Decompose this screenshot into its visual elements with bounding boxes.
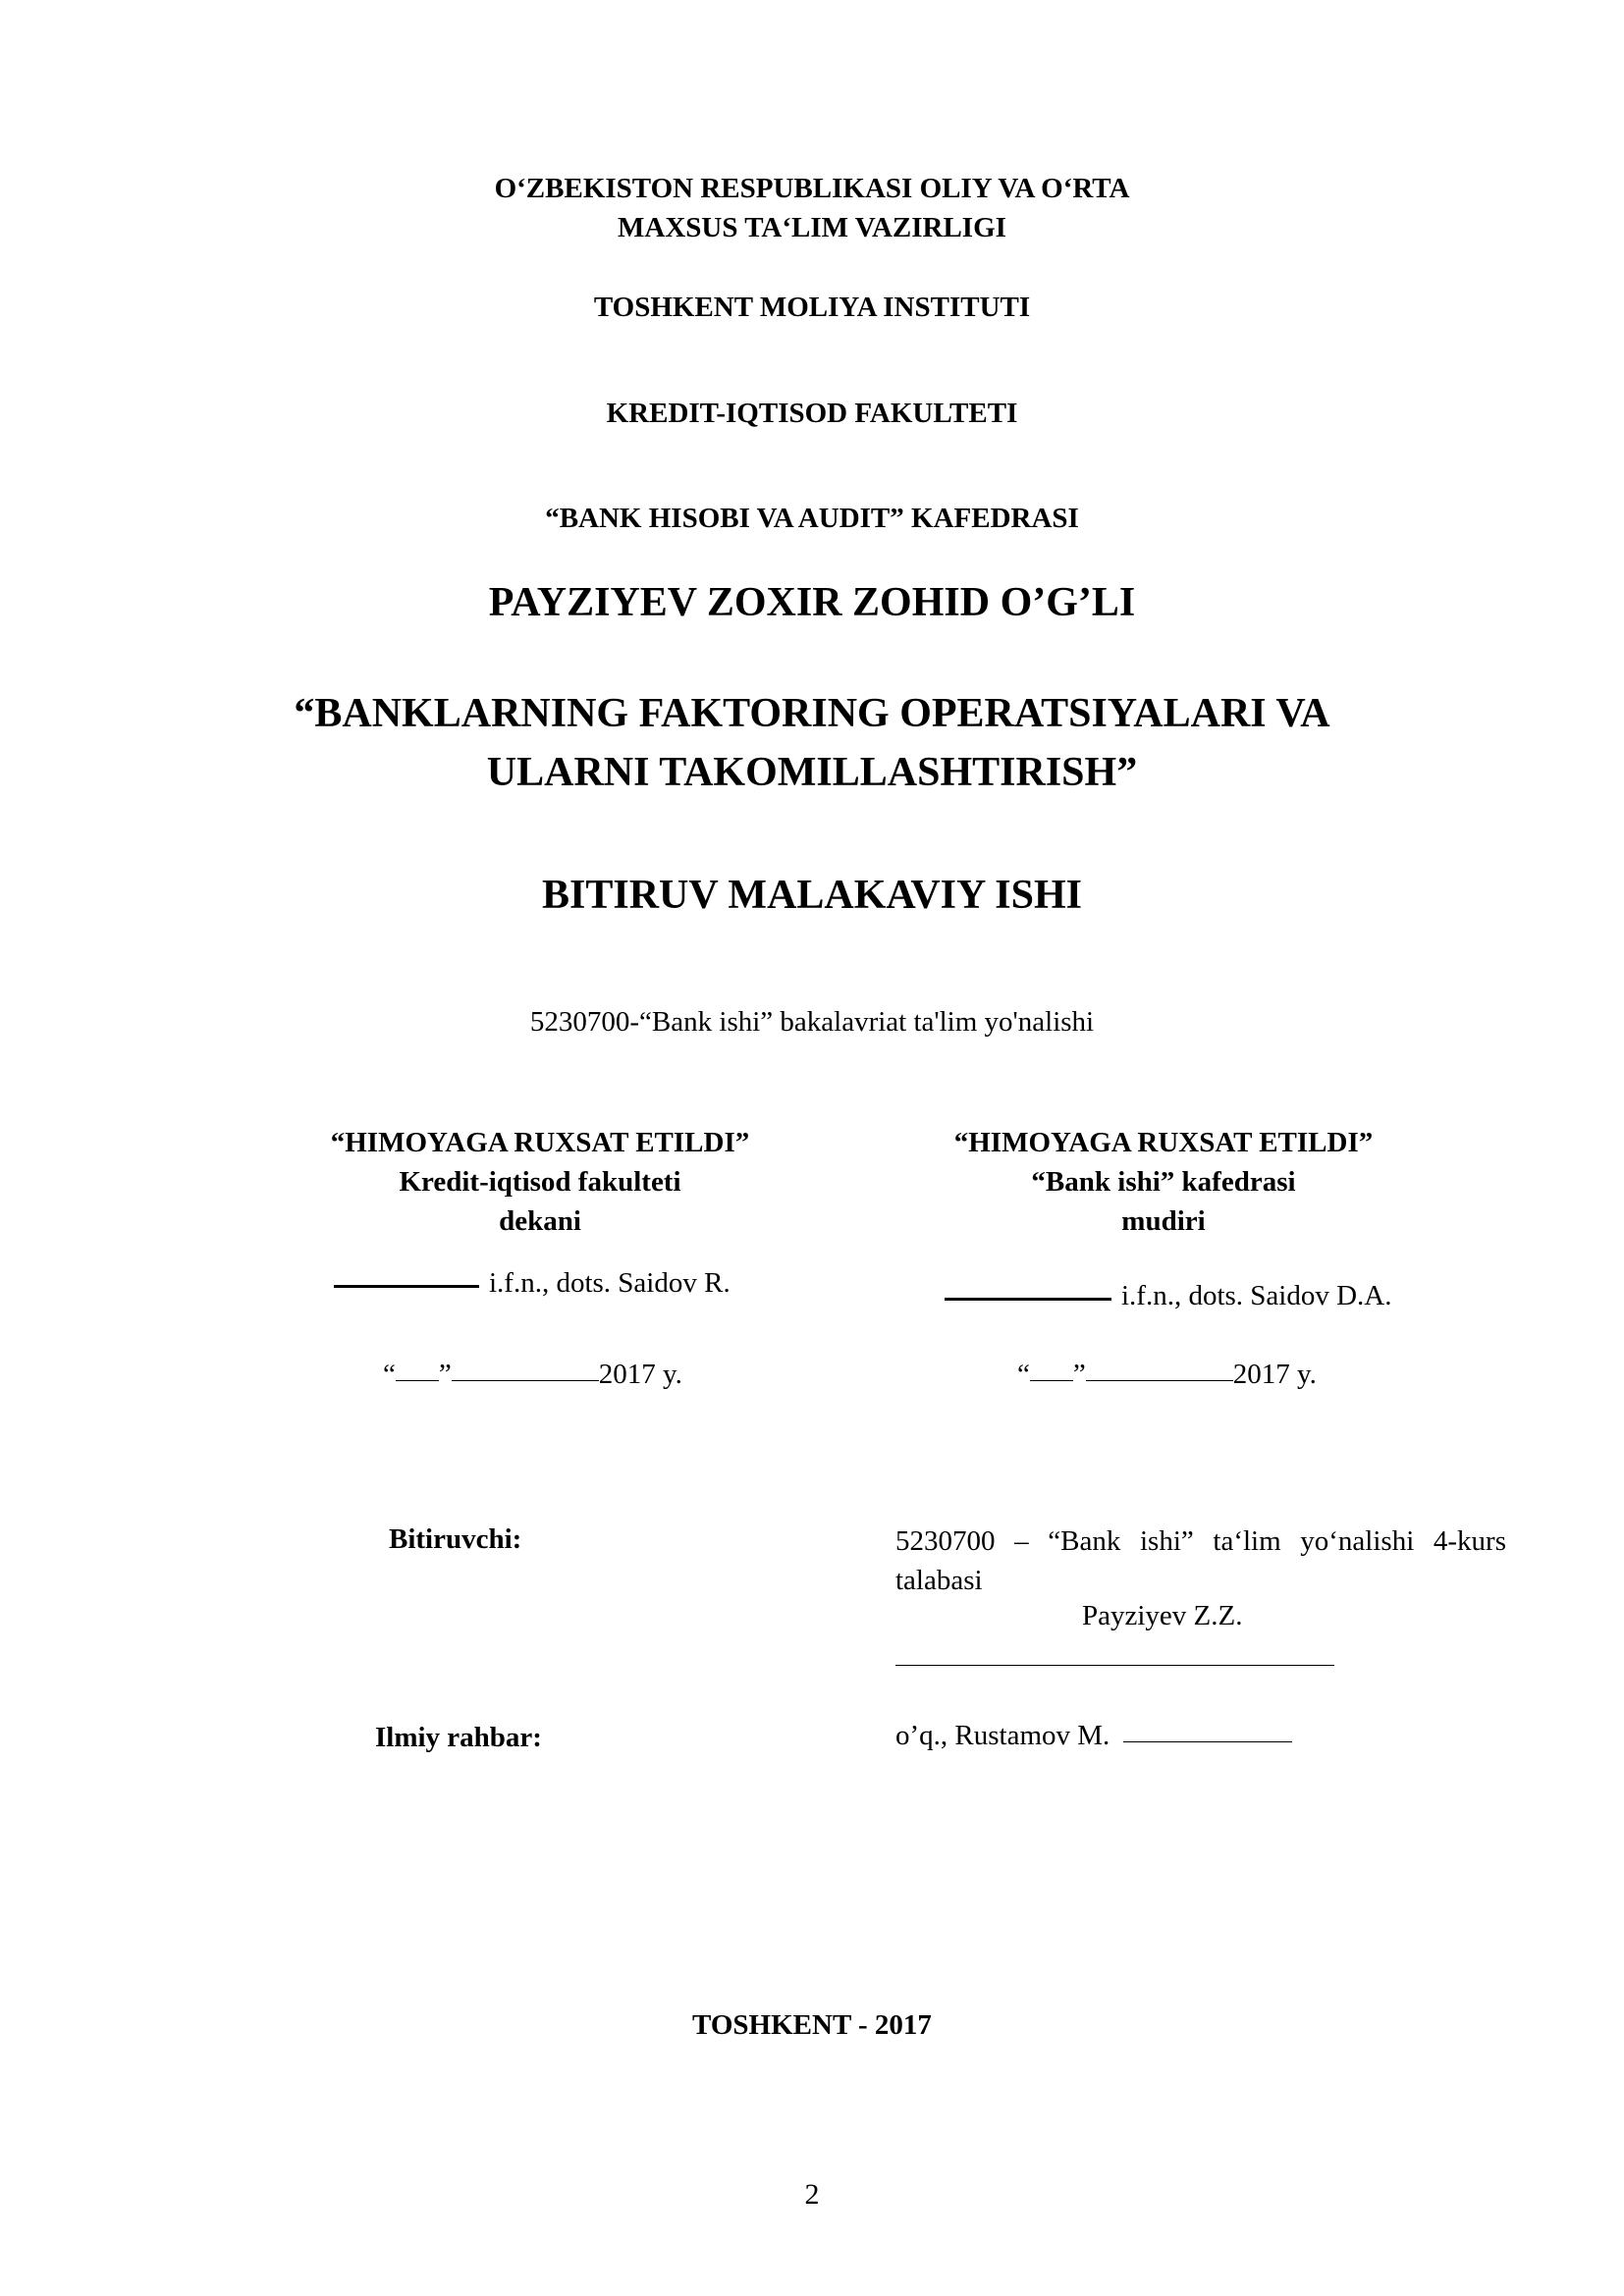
approval-right-line-2: “Bank ishi” kafedrasi [1031, 1166, 1296, 1198]
graduate-description: 5230700 – “Bank ishi” ta‘lim yo‘nalishi 4-kurs talabasi [895, 1525, 1506, 1596]
supervisor-value: o’q., Rustamov M. [895, 1720, 1110, 1751]
department-name: “BANK HISOBI VA AUDIT” KAFEDRASI [545, 503, 1079, 534]
date-day-blank [1030, 1379, 1073, 1381]
date-year: 2017 y. [1232, 1359, 1317, 1390]
ministry-line-1: O‘ZBEKISTON RESPUBLIKASI OLIY VA O‘RTA [494, 173, 1130, 204]
work-type: BITIRUV MALAKAVIY ISHI [541, 873, 1083, 918]
author-name: PAYZIYEV ZOXIR ZOHID O’G’LI [488, 580, 1136, 625]
graduate-label: Bitiruvchi: [389, 1523, 522, 1555]
supervisor-label: Ilmiy rahbar: [375, 1722, 542, 1753]
approval-left-signature [334, 1267, 731, 1300]
date-month-blank [1086, 1379, 1233, 1381]
approval-left-date [383, 1359, 682, 1391]
approval-left-heading: “HIMOYAGA RUXSAT ETILDI” [330, 1127, 750, 1158]
date-quote-open: “ [1017, 1359, 1030, 1390]
date-day-blank [396, 1379, 439, 1381]
approval-left-line-3: dekani [499, 1205, 581, 1237]
approval-right-signer: i.f.n., dots. Saidov D.A. [1121, 1280, 1392, 1311]
graduate-signature-line [895, 1665, 1334, 1666]
institute-name: TOSHKENT MOLIYA INSTITUTI [593, 292, 1031, 323]
date-month-blank [452, 1379, 599, 1381]
approval-right-date [1017, 1359, 1317, 1391]
date-quote-open: “ [383, 1359, 396, 1390]
supervisor-signature-line [1123, 1740, 1292, 1742]
thesis-title-line-1: “BANKLARNING FAKTORING OPERATSIYALARI VA [294, 691, 1330, 736]
footer-city-year: TOSHKENT - 2017 [692, 2009, 932, 2041]
approval-right-line-3: mudiri [1121, 1205, 1206, 1237]
faculty-name: KREDIT-IQTISOD FAKULTETI [606, 398, 1018, 429]
date-quote-close: ” [438, 1359, 452, 1390]
approval-left-signer: i.f.n., dots. Saidov R. [489, 1267, 731, 1299]
page-number: 2 [804, 2178, 820, 2211]
graduate-name: Payziyev Z.Z. [1082, 1600, 1243, 1631]
approval-left-line-2: Kredit-iqtisod fakulteti [399, 1166, 681, 1198]
approval-right-signature [945, 1280, 1392, 1312]
thesis-title-line-2: ULARNI TAKOMILLASHTIRISH” [486, 750, 1138, 795]
ministry-line-2: MAXSUS TA‘LIM VAZIRLIGI [618, 212, 1006, 243]
date-quote-close: ” [1072, 1359, 1086, 1390]
supervisor-info [895, 1720, 1292, 1752]
date-year: 2017 y. [598, 1359, 682, 1390]
approval-right-heading: “HIMOYAGA RUXSAT ETILDI” [953, 1127, 1374, 1158]
program-line: 5230700-“Bank ishi” bakalavriat ta'lim yo'nalishi [529, 1006, 1095, 1038]
signature-line [945, 1297, 1111, 1301]
signature-line [334, 1284, 479, 1288]
